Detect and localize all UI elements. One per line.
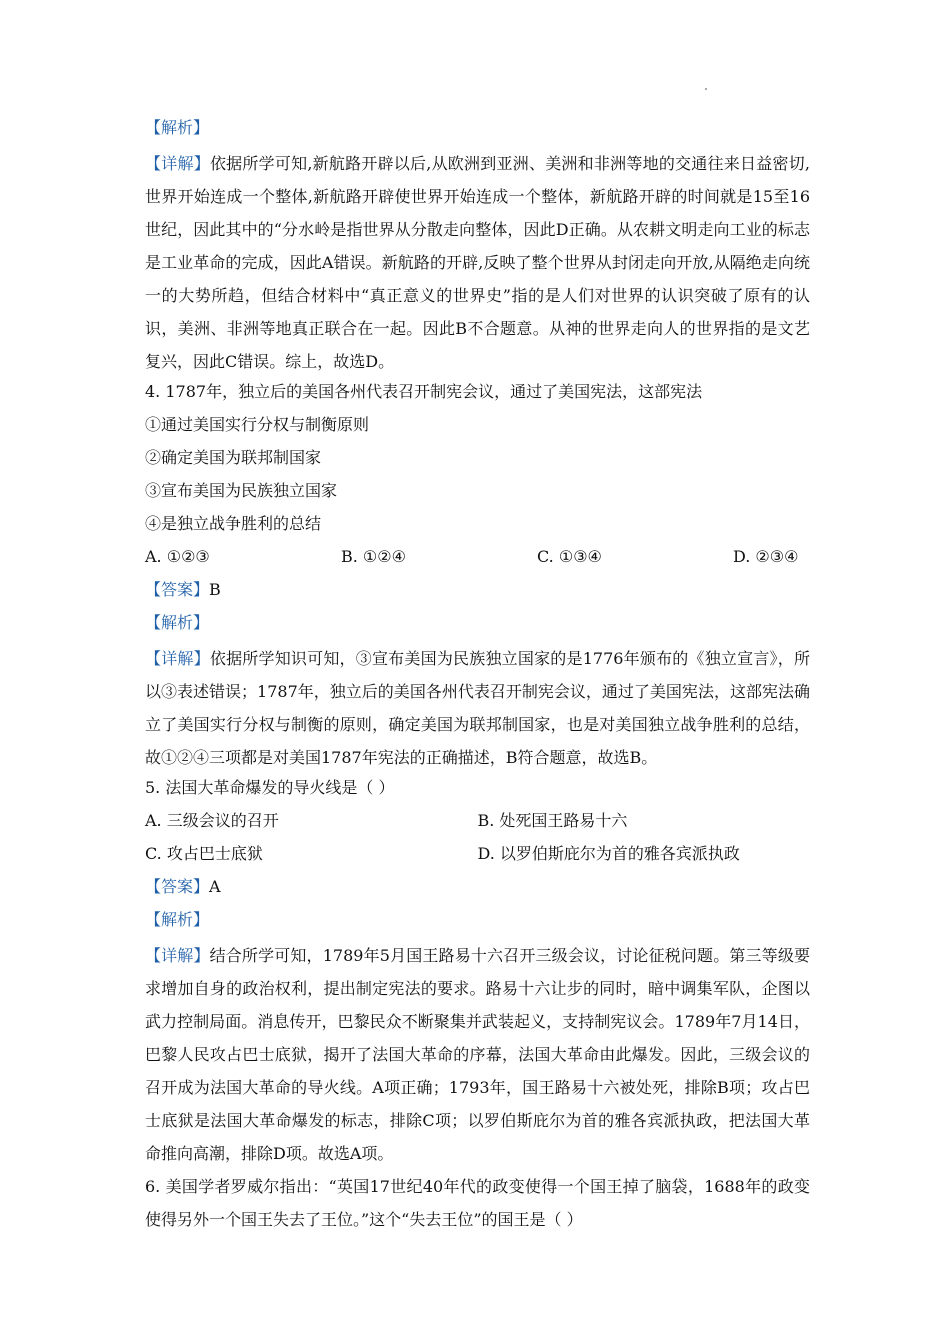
scan-speck [705, 88, 707, 90]
q4-answer [145, 576, 810, 609]
q5-detail [145, 939, 810, 1170]
q5-detail-label: 【详解】 [145, 946, 210, 965]
q4-option-d: D. ②③④ [733, 547, 799, 566]
q4-option-c: C. ①③④ [537, 547, 602, 566]
q4-answer-value: B [209, 580, 221, 599]
q6-stem: 6. 美国学者罗威尔指出：“英国17世纪40年代的政变使得一个国王掉了脑袋，1688年的政变使得另外一个国王失去了王位。”这个“失去王位”的国王是（ ） [145, 1177, 810, 1229]
q5-options-row-1 [145, 807, 810, 840]
q4-options [145, 543, 810, 576]
q4-item-4: ④是独立战争胜利的总结 [145, 514, 322, 533]
q4-option-a: A. ①②③ [145, 547, 210, 566]
q5-option-b: B. 处死国王路易十六 [477, 811, 628, 830]
q3-detail-label: 【详解】 [145, 154, 210, 173]
q4-item-2: ②确定美国为联邦制国家 [145, 448, 322, 467]
q5-answer-label: 【答案】 [145, 877, 210, 896]
q4-stem: 4. 1787年，独立后的美国各州代表召开制宪会议，通过了美国宪法，这部宪法 [145, 382, 703, 401]
q5-option-c: C. 攻占巴士底狱 [145, 844, 263, 863]
page-content [145, 114, 810, 1236]
q3-detail [145, 147, 810, 378]
q5-detail-text: 结合所学可知，1789年5月国王路易十六召开三级会议，讨论征税问题。第三等级要求增加自身的政治权利，提出制定宪法的要求。路易十六让步的同时，暗中调集军队，企图以武力控制局面。消息传开，巴黎民众不断聚集并武装起义，支持制宪议会。1789年7月14日，巴黎人民攻占巴士底狱，揭开了法国大革命的序幕，法国大革命由此爆发。因此，三级会议的召开成为法国大革命的导火线。A项正确；1793年，国王路易十六被处死，排除B项；攻占巴士底狱是法国大革命爆发的标志，排除C项；以罗伯斯庇尔为首的雅各宾派执政，把法国大革命推向高潮，排除D项。故选A项。 [145, 946, 810, 1163]
q5-answer-value: A [209, 877, 221, 896]
q4-item-3: ③宣布美国为民族独立国家 [145, 481, 338, 500]
q5-option-d: D. 以罗伯斯庇尔为首的雅各宾派执政 [477, 844, 740, 863]
q4-detail-text: 依据所学知识可知，③宣布美国为民族独立国家的是1776年颁布的《独立宣言》，所以③表述错误；1787年，独立后的美国各州代表召开制宪会议，通过了美国宪法，这部宪法确立了美国实行分权与制衡的原则，确定美国为联邦制国家，也是对美国独立战争胜利的总结，故①②④三项都是对美国1787年宪法的正确描述，B符合题意，故选B。 [145, 649, 810, 767]
q5-answer [145, 873, 810, 906]
q3-detail-text: 依据所学可知,新航路开辟以后,从欧洲到亚洲、美洲和非洲等地的交通往来日益密切,世界开始连成一个整体,新航路开辟使世界开始连成一个整体，新航路开辟的时间就是15至16世纪，因此其中的“分水岭是指世界从分散走向整体，因此D正确。从农耕文明走向工业的标志是工业革命的完成，因此A错误。新航路的开辟,反映了整个世界从封闭走向开放,从隔绝走向统一的大势所趋，但结合材料中“真正意义的世界史”指的是人们对世界的认识突破了原有的认识，美洲、非洲等地真正联合在一起。因此B不合题意。从神的世界走向人的世界指的是文艺复兴，因此C错误。综上，故选D。 [145, 154, 810, 371]
q4-option-b: B. ①②④ [341, 547, 406, 566]
q4-answer-label: 【答案】 [145, 580, 210, 599]
q5-option-a: A. 三级会议的召开 [145, 811, 279, 830]
q5-stem: 5. 法国大革命爆发的导火线是（ ） [145, 778, 395, 797]
q5-analysis-label: 【解析】 [145, 910, 210, 929]
q3-analysis-label: 【解析】 [145, 118, 210, 137]
q4-detail [145, 642, 810, 774]
q5-options-row-2 [145, 840, 810, 873]
q4-item-1: ①通过美国实行分权与制衡原则 [145, 415, 370, 434]
q4-analysis-label: 【解析】 [145, 613, 210, 632]
q4-detail-label: 【详解】 [145, 649, 210, 668]
